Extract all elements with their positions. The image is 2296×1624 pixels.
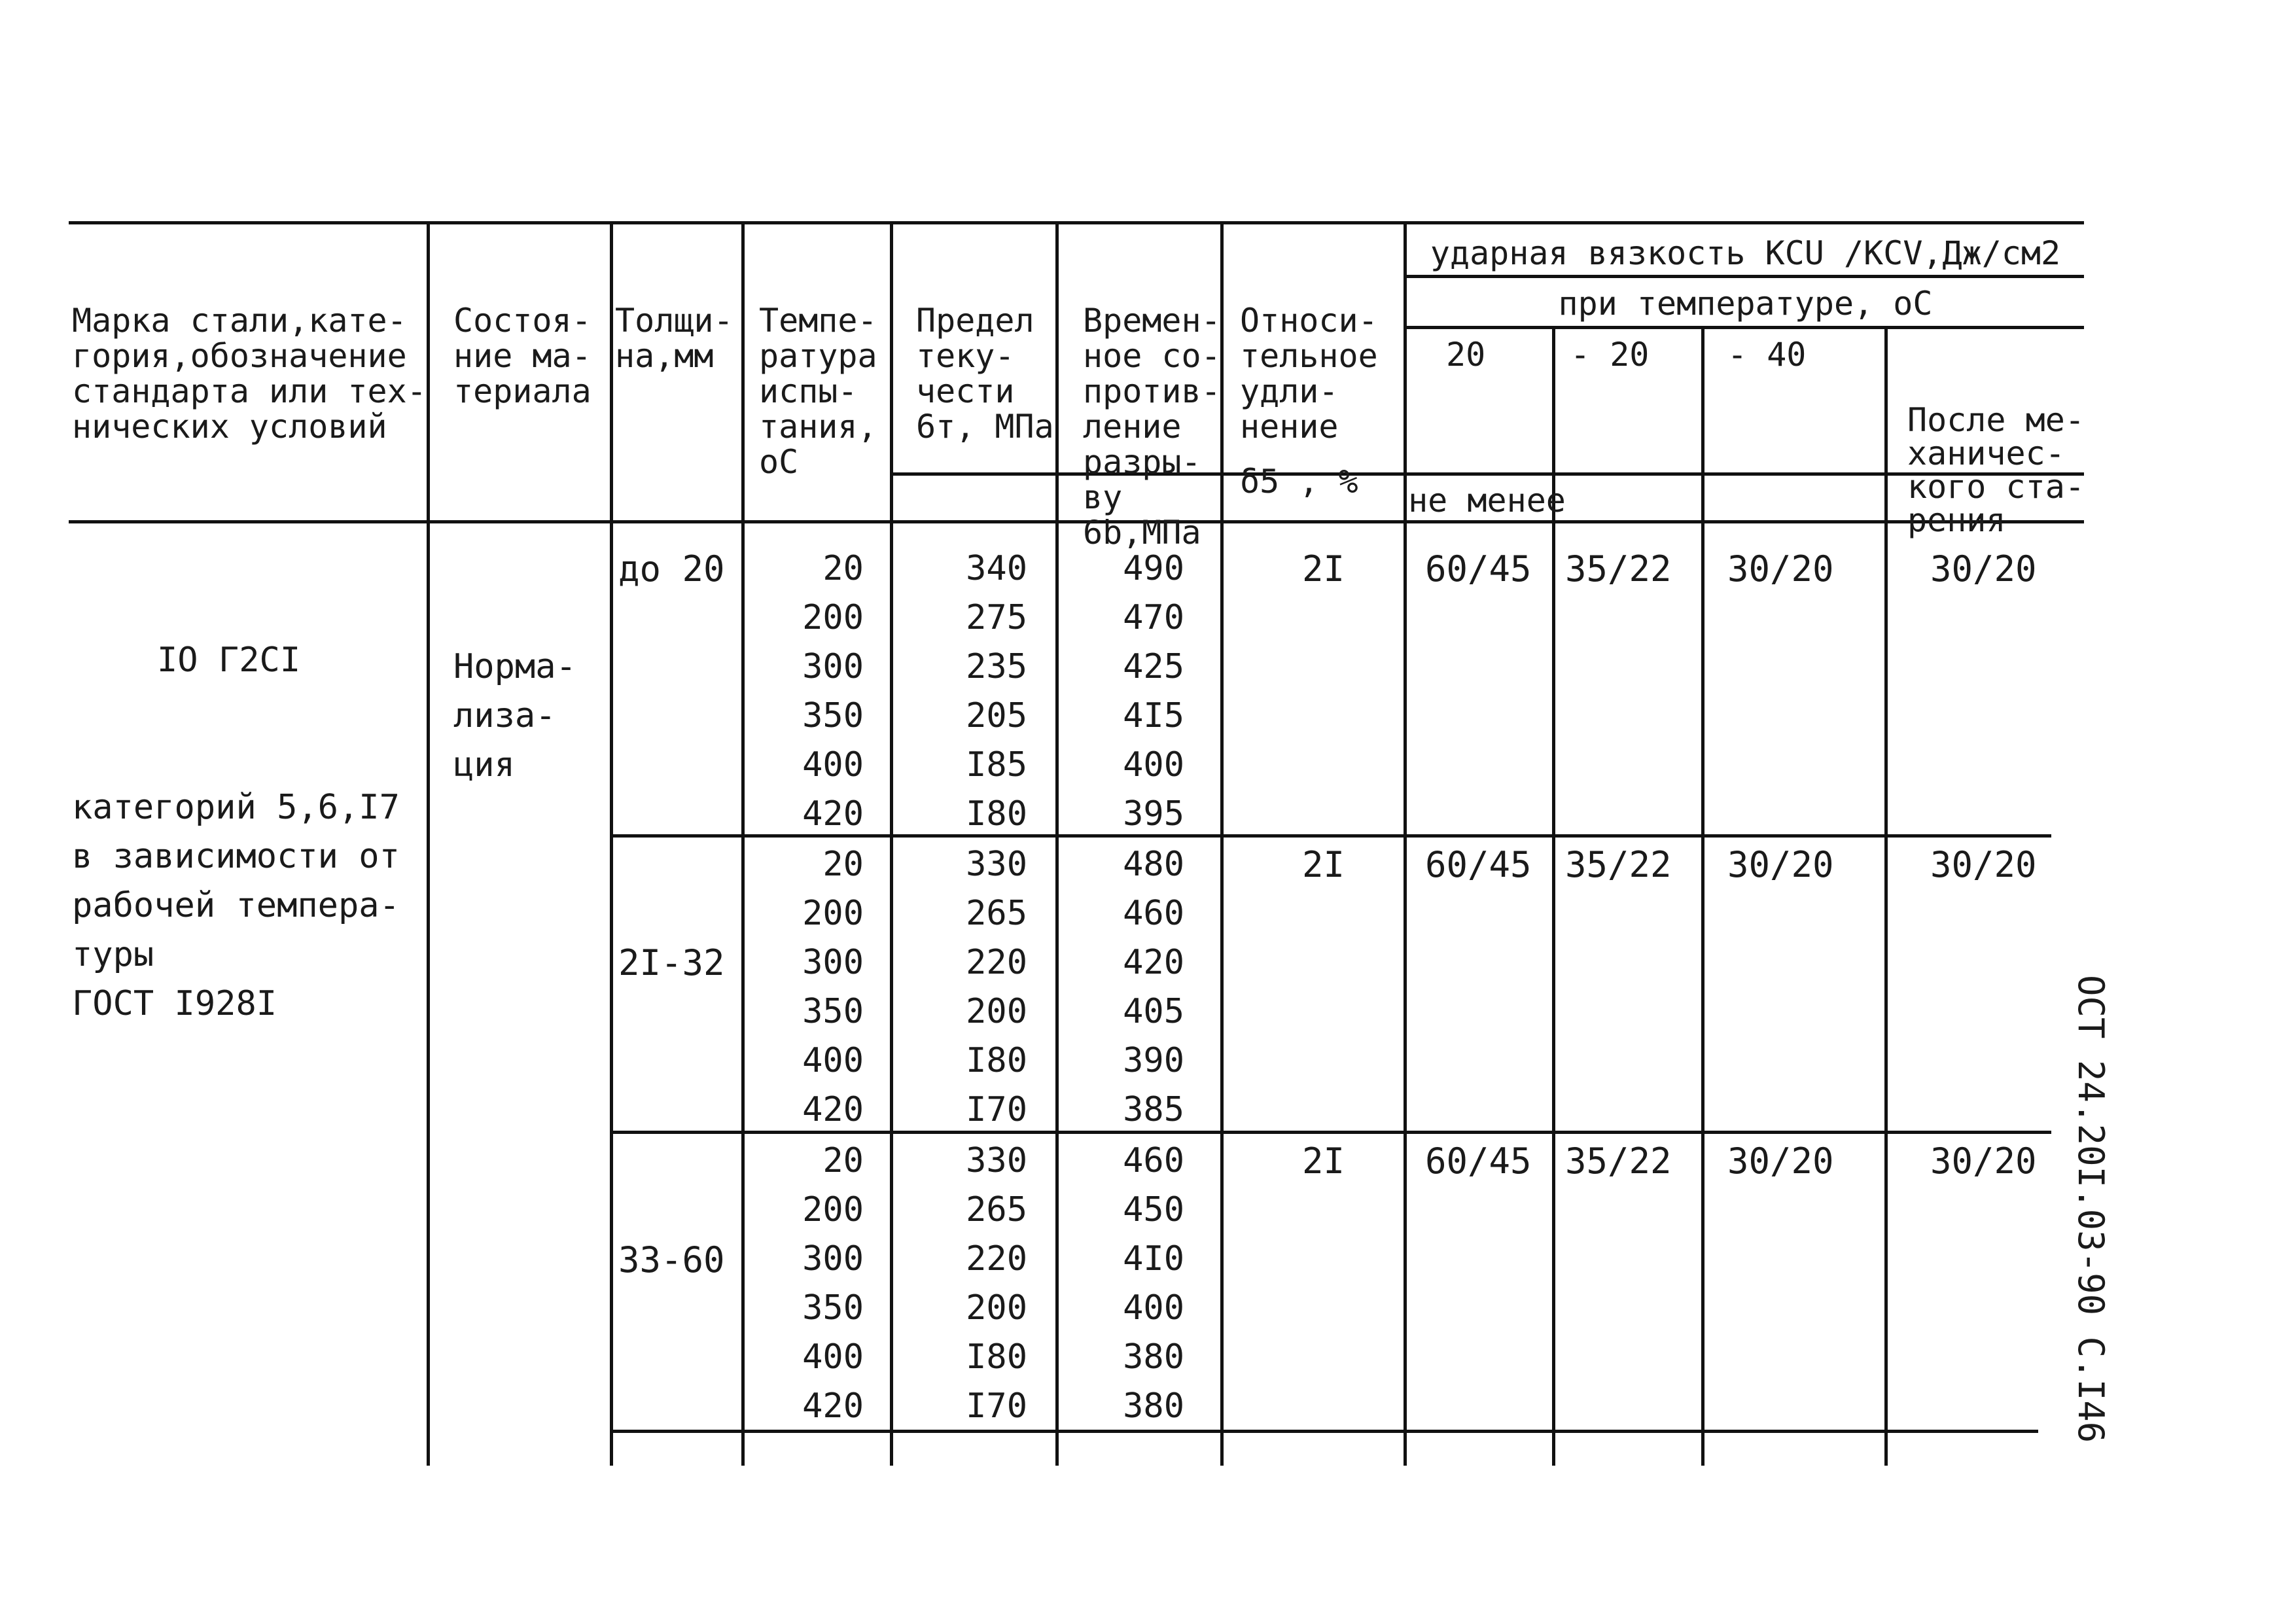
col-sep-4: [890, 222, 893, 1466]
yield-group-3: 330 265 220 200 I80 I70: [966, 1141, 1027, 1426]
header-impact-t20: 20: [1446, 336, 1486, 374]
header-impact-tm40: - 40: [1727, 336, 1807, 374]
col-sep-5: [1055, 222, 1059, 1466]
kcu20-group-3: 60/45: [1425, 1140, 1532, 1182]
header-steel-grade: Марка стали,кате- гория,обозначение стандарта или тех- нических условий: [72, 302, 427, 446]
impact-sub-rule: [1407, 326, 2084, 329]
aged-group-2: 30/20: [1930, 844, 2037, 885]
header-inner-rule: [890, 472, 2084, 476]
kcu-m40-group-3: 30/20: [1727, 1140, 1834, 1182]
col-sep-3: [741, 222, 745, 1466]
header-min-note: не менее: [1408, 482, 1566, 520]
impact-title-rule: [1407, 275, 2084, 278]
temps-group-2: 20 200 300 350 400 420: [802, 845, 864, 1129]
col-sep-7: [1404, 222, 1407, 1466]
elongation-group-2: 2I: [1302, 844, 1345, 885]
header-elongation: Относи- тельное удли- нение δ5 , %: [1240, 302, 1378, 501]
header-impact-title: ударная вязкость KCU /KCV,Дж/см2: [1430, 234, 2061, 272]
kcu20-group-2: 60/45: [1425, 844, 1532, 885]
thickness-group-3: 33-60: [618, 1239, 725, 1280]
header-impact-subtitle: при температуре, оС: [1558, 285, 1933, 323]
top-rule: [69, 221, 2084, 224]
tensile-group-2: 480 460 420 405 390 385: [1123, 845, 1184, 1129]
kcu-m40-group-1: 30/20: [1727, 548, 1834, 590]
header-yield-strength: Предел теку- чести 6т, МПа: [916, 302, 1054, 446]
header-impact-aged: После ме- ханичес- кого ста- рения: [1907, 401, 2085, 539]
col-sep-2: [610, 222, 613, 1466]
document-code-label: ОСТ 24.20I.03-90 С.I46: [2070, 975, 2111, 1443]
header-test-temperature: Темпе- ратура испы- тания, оС: [759, 302, 877, 481]
header-condition: Состоя- ние ма- териала: [453, 302, 592, 410]
header-impact-tm20: - 20: [1570, 336, 1650, 374]
tensile-group-1: 490 470 425 4I5 400 395: [1123, 549, 1184, 834]
steel-description: IO Г2СI категорий 5,6,I7 в зависимости от рабочей темпера- туры ГОСТ I928I: [72, 641, 400, 1023]
temps-group-3: 20 200 300 350 400 420: [802, 1141, 864, 1426]
col-sep-1: [427, 222, 430, 1466]
header-tensile-strength: Времен- ное со- против- ление разры- ву 6b,МПа: [1083, 302, 1221, 552]
col-sep-6: [1220, 222, 1224, 1466]
material-condition: Норма- лиза- ция: [453, 647, 576, 785]
kcu-m20-group-2: 35/22: [1565, 844, 1672, 885]
tensile-group-3: 460 450 4I0 400 380 380: [1123, 1141, 1184, 1426]
kcu-m40-group-2: 30/20: [1727, 844, 1834, 885]
yield-group-2: 330 265 220 200 I80 I70: [966, 845, 1027, 1129]
aged-group-1: 30/20: [1930, 548, 2037, 590]
elongation-group-3: 2I: [1302, 1140, 1345, 1182]
temps-group-1: 20 200 300 350 400 420: [802, 549, 864, 834]
yield-group-1: 340 275 235 205 I85 I80: [966, 549, 1027, 834]
header-bottom-rule: [69, 520, 2084, 523]
thickness-group-1: до 20: [618, 548, 725, 590]
aged-group-3: 30/20: [1930, 1140, 2037, 1182]
kcu-m20-group-3: 35/22: [1565, 1140, 1672, 1182]
thickness-group-2: 2I-32: [618, 942, 725, 983]
kcu20-group-1: 60/45: [1425, 548, 1532, 590]
elongation-group-1: 2I: [1302, 548, 1345, 590]
header-thickness: Толщи- на,мм: [615, 302, 733, 375]
kcu-m20-group-1: 35/22: [1565, 548, 1672, 590]
